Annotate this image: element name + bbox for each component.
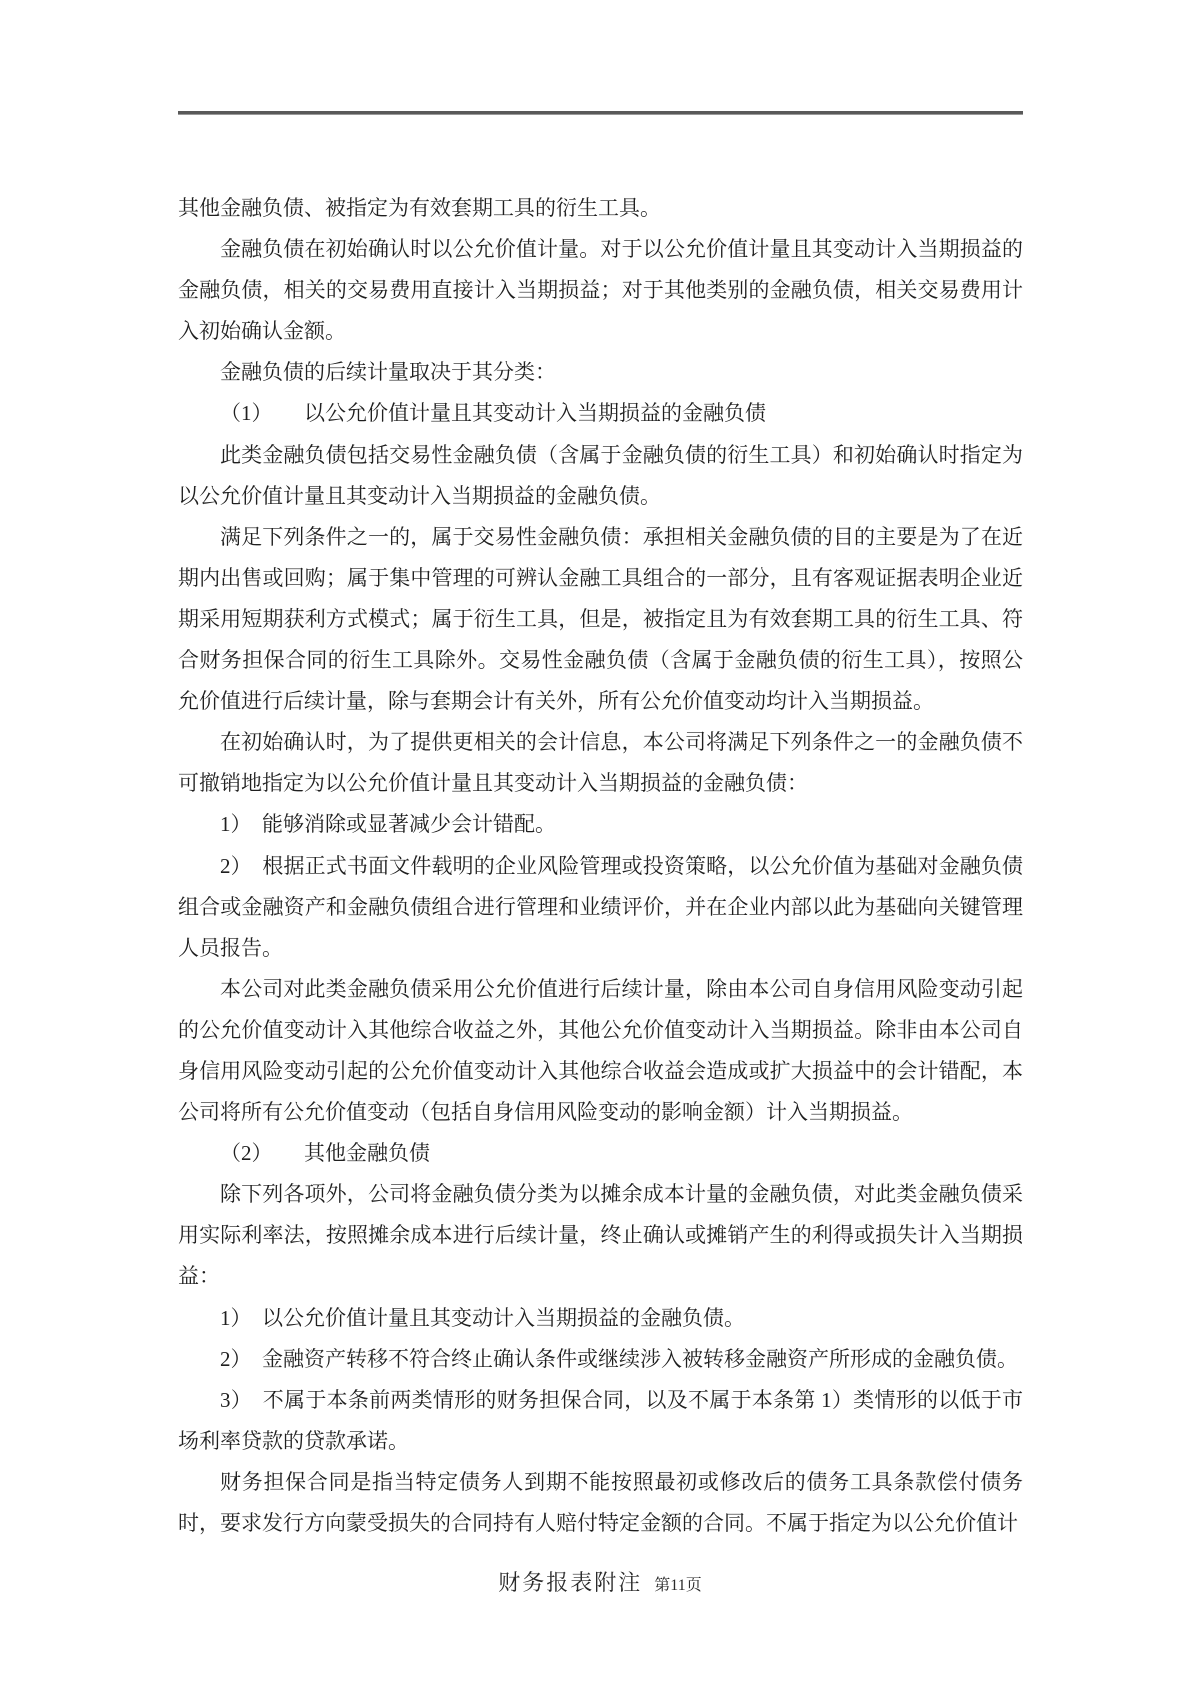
paragraph: 在初始确认时，为了提供更相关的会计信息，本公司将满足下列条件之一的金融负债不可撤销地指定为以公允价值计量且其变动计入当期损益的金融负债： — [178, 730, 1023, 796]
list-item-1: 1） 以公允价值计量且其变动计入当期损益的金融负债。 — [220, 1305, 745, 1330]
footer-page-number: 第11页 — [654, 1577, 702, 1594]
list-item-2: 2） 根据正式书面文件载明的企业风险管理或投资策略，以公允价值为基础对金融负债组合或金融资产和金融负债组合进行管理和业绩评价，并在企业内部以此为基础向关键管理人员报告。 — [178, 853, 1023, 960]
section-heading-2: （2） 其他金融负债 — [220, 1141, 430, 1166]
section-heading-1: （1） 以公允价值计量且其变动计入当期损益的金融负债 — [220, 401, 766, 426]
paragraph: 此类金融负债包括交易性金融负债（含属于金融负债的衍生工具）和初始确认时指定为以公允价值计量且其变动计入当期损益的金融负债。 — [178, 442, 1023, 508]
footer-title: 财务报表附注 — [498, 1570, 643, 1595]
list-item-1: 1） 能够消除或显著减少会计错配。 — [220, 812, 556, 837]
paragraph: 本公司对此类金融负债采用公允价值进行后续计量，除由本公司自身信用风险变动引起的公允价值变动计入其他综合收益之外，其他公允价值变动计入当期损益。除非由本公司自身信用风险变动引起的公允价值变动计入其他综合收益会造成或扩大损益中的会计错配，本公司将所有公允价值变动（包括自身信用风险变动的影响金额）计入当期损益。 — [178, 976, 1023, 1125]
paragraph-continuation: 其他金融负债、被指定为有效套期工具的衍生工具。 — [178, 196, 661, 220]
page-footer — [0, 1566, 1200, 1597]
paragraph: 金融负债的后续计量取决于其分类： — [220, 360, 556, 385]
paragraph: 财务担保合同是指当特定债务人到期不能按照最初或修改后的债务工具条款偿付债务时，要求发行方向蒙受损失的合同持有人赔付特定金额的合同。不属于指定为以公允价值计 — [178, 1469, 1023, 1535]
document-body — [178, 188, 1023, 1544]
header-rule — [178, 111, 1023, 115]
list-item-3: 3） 不属于本条前两类情形的财务担保合同，以及不属于本条第 1）类情形的以低于市场利率贷款的贷款承诺。 — [178, 1387, 1023, 1453]
paragraph: 金融负债在初始确认时以公允价值计量。对于以公允价值计量且其变动计入当期损益的金融负债，相关的交易费用直接计入当期损益；对于其他类别的金融负债，相关交易费用计入初始确认金额。 — [178, 237, 1023, 344]
paragraph: 满足下列条件之一的，属于交易性金融负债：承担相关金融负债的目的主要是为了在近期内出售或回购；属于集中管理的可辨认金融工具组合的一部分，且有客观证据表明企业近期采用短期获利方式模式；属于衍生工具，但是，被指定且为有效套期工具的衍生工具、符合财务担保合同的衍生工具除外。交易性金融负债（含属于金融负债的衍生工具），按照公允价值进行后续计量，除与套期会计有关外，所有公允价值变动均计入当期损益。 — [178, 524, 1023, 714]
paragraph: 除下列各项外，公司将金融负债分类为以摊余成本计量的金融负债，对此类金融负债采用实际利率法，按照摊余成本进行后续计量，终止确认或摊销产生的利得或损失计入当期损益： — [178, 1182, 1023, 1289]
list-item-2: 2） 金融资产转移不符合终止确认条件或继续涉入被转移金融资产所形成的金融负债。 — [220, 1346, 1018, 1371]
